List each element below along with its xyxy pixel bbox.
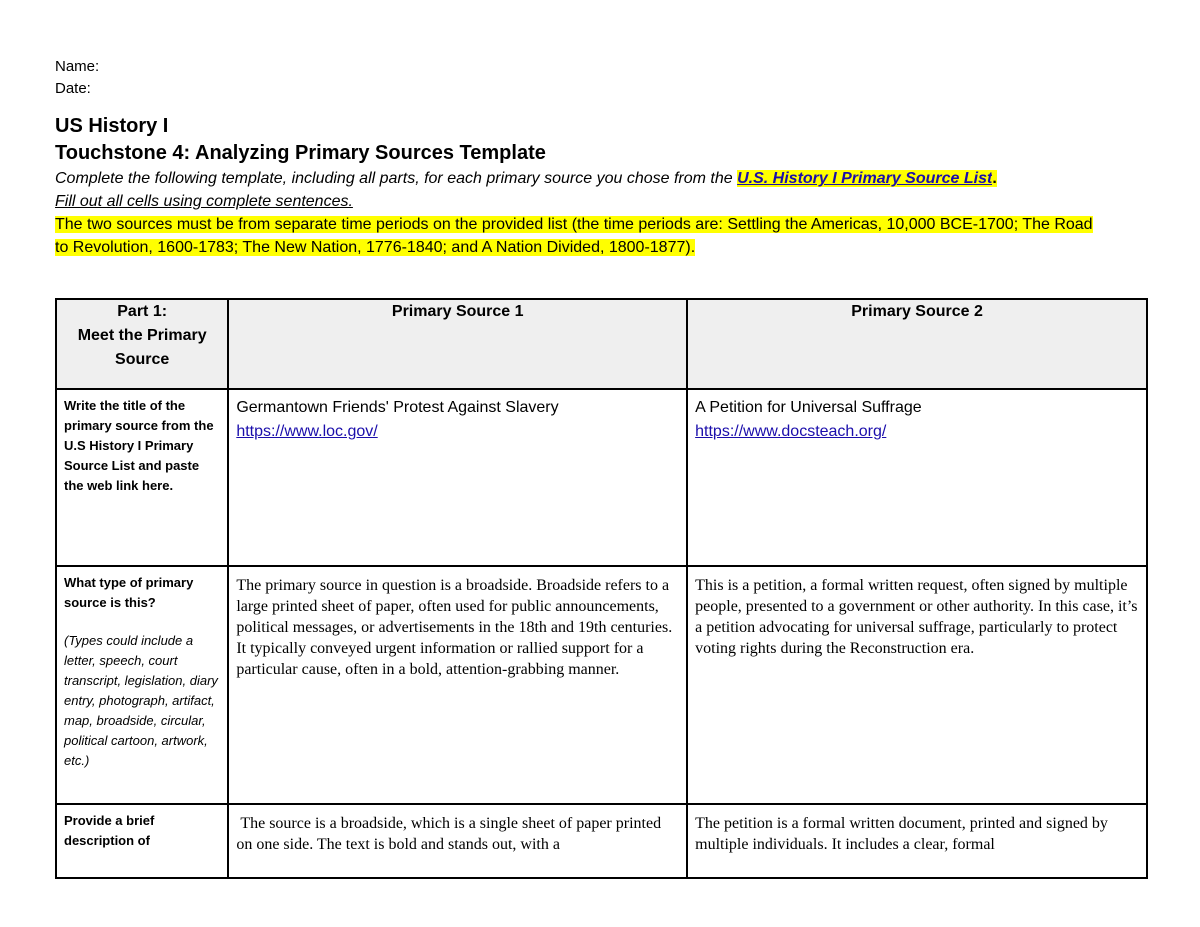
source1-type-cell[interactable]: The primary source in question is a broadside. Broadside refers to a large printed sheet of paper, often used for public announcements, political messages, or advertisements in the 18th and 19th centuries. It typically conveyed urgent information or rallied support for a particular cause, often in a bold, attention-grabbing manner. [228, 566, 687, 804]
table-header-row [56, 299, 1147, 389]
course-title: US History I [55, 115, 169, 137]
analysis-table [55, 298, 1148, 879]
row-label: Write the title of the primary source from the U.S History I Primary Source List and paste the web link here. [56, 389, 228, 566]
source2-description-cell[interactable]: The petition is a formal written document, printed and signed by multiple individuals. It includes a clear, formal [687, 804, 1147, 878]
part-label-header [56, 299, 228, 389]
source2-header: Primary Source 2 [687, 299, 1147, 389]
instructions [55, 167, 1147, 190]
name-label: Name: [55, 58, 100, 75]
instructions-period: . [992, 170, 997, 187]
source1-title: Germantown Friends' Protest Against Slavery [236, 399, 559, 416]
source2-type-cell[interactable]: This is a petition, a formal written request, often signed by multiple people, presented to a government or other authority. In this case, it’s a petition advocating for universal suffrage, particularly to protect voting rights during the Reconstruction era. [687, 566, 1147, 804]
row-label: What type of primary source is this? [64, 575, 194, 610]
row-hint: (Types could include a letter, speech, court transcript, legislation, diary entry, photograph, artifact, map, broadside, circular, political cartoon, artwork, etc.) [64, 633, 218, 768]
table-row [56, 389, 1147, 566]
time-period-note [55, 213, 1107, 259]
document-page [55, 56, 1147, 259]
row-label-cell [56, 566, 228, 804]
source1-link[interactable]: https://www.loc.gov/ [236, 423, 378, 440]
source2-link[interactable]: https://www.docsteach.org/ [695, 423, 887, 440]
time-period-text: The two sources must be from separate time periods on the provided list (the time periods are: Settling the Americas, 10,000 BCE-1700; The Road to Revolution, 1600-1783; The New Nation, 1776-1840; and A Nation Divided, 1800-1877). [55, 216, 1093, 256]
row-label: Provide a brief description of [56, 804, 228, 878]
date-label: Date: [55, 80, 91, 97]
complete-sentences-text: Fill out all cells using complete sentences. [55, 193, 353, 210]
table-row [56, 804, 1147, 878]
complete-sentences-note [55, 190, 1147, 213]
table-row [56, 566, 1147, 804]
source1-description: The source is a broadside, which is a single sheet of paper printed on one side. The text is bold and stands out, with a [236, 815, 666, 853]
source1-header: Primary Source 1 [228, 299, 687, 389]
primary-source-list-link[interactable]: U.S. History I Primary Source List [737, 170, 993, 187]
instructions-text: Complete the following template, including all parts, for each primary source you chose from the [55, 170, 738, 187]
source2-title: A Petition for Universal Suffrage [695, 399, 922, 416]
assignment-title: Touchstone 4: Analyzing Primary Sources Template [55, 142, 546, 164]
source1-description-cell[interactable] [228, 804, 687, 878]
source2-title-cell[interactable] [687, 389, 1147, 566]
source1-title-cell[interactable] [228, 389, 687, 566]
part-label: Part 1: Meet the Primary Source [77, 303, 207, 368]
